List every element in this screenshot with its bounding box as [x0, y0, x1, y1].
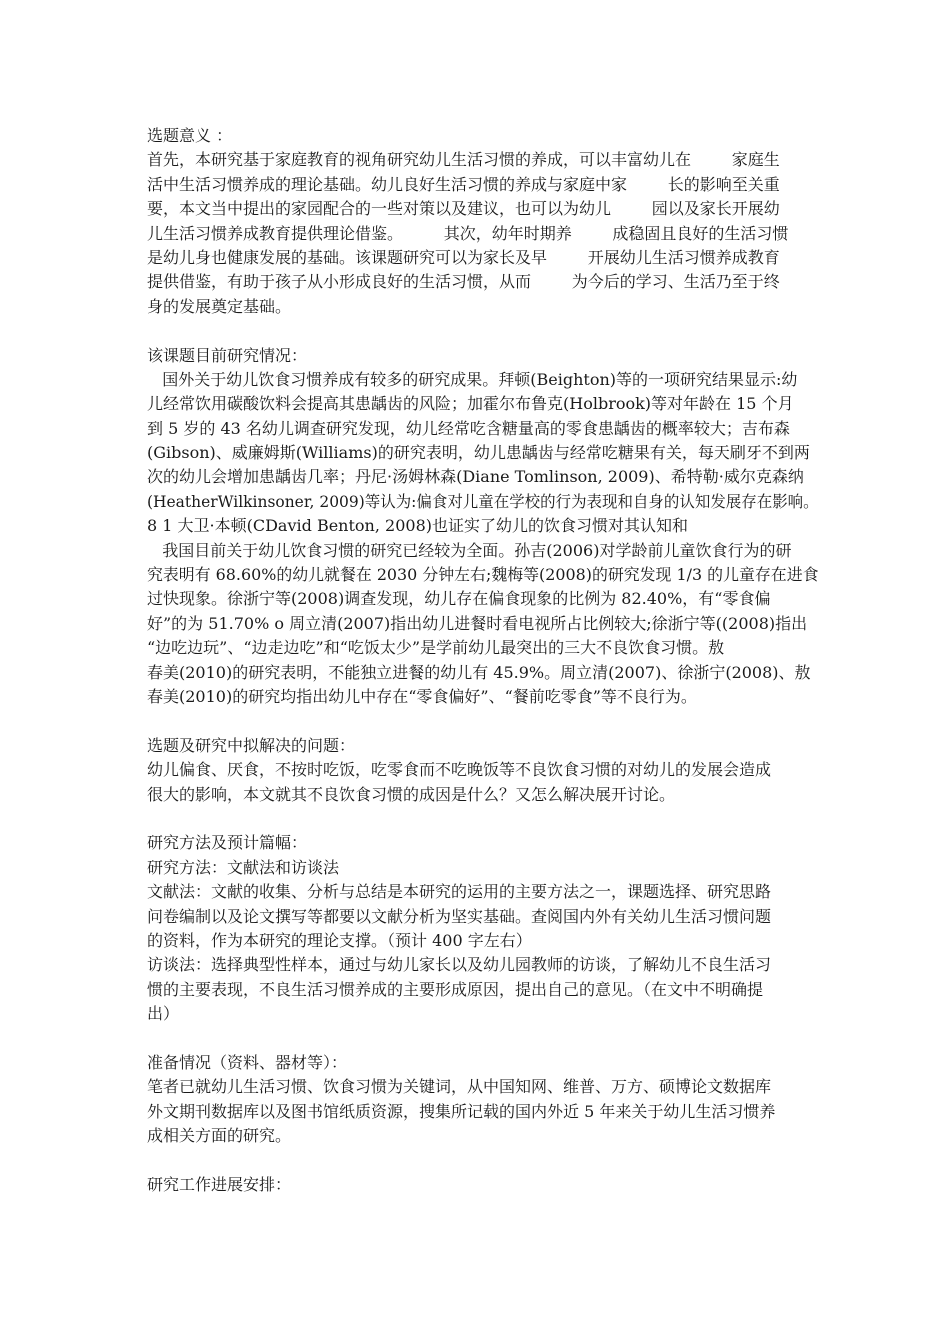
text-line: 我国目前关于幼儿饮食习惯的研究已经较为全面。孙吉(2006)对学龄前儿童饮食行为的研 — [147, 540, 792, 560]
paragraph-gap — [147, 319, 819, 343]
section-heading: 研究方法及预计篇幅： — [147, 833, 308, 853]
paragraph-gap — [147, 1148, 819, 1172]
text-line: 首先，本研究基于家庭教育的视角研究幼儿生活习惯的养成，可以丰富幼儿在 家庭生 — [147, 150, 780, 170]
text-line: (Gibson)、威廉姆斯(Williams)的研究表明，幼儿患龋齿与经常吃糖果有关，每天刷牙不到两 — [147, 443, 810, 463]
section-heading: 准备情况（资料、器材等）： — [147, 1052, 348, 1072]
text-line: 外文期刊数据库以及图书馆纸质资源，搜集所记载的国内外近 5 年来关于幼儿生活习惯养 — [147, 1101, 776, 1121]
section-schedule — [147, 1173, 819, 1197]
text-line: 要，本文当中提出的家园配合的一些对策以及建议，也可以为幼儿 园以及家长开展幼 — [147, 199, 780, 219]
text-line: 国外关于幼儿饮食习惯养成有较多的研究成果。拜顿(Beighton)等的一项研究结果显示:幼 — [147, 369, 798, 389]
text-line: 活中生活习惯养成的理论基础。幼儿良好生活习惯的养成与家庭中家 长的影响至关重 — [147, 174, 780, 194]
section-heading: 选题及研究中拟解决的问题： — [147, 735, 356, 755]
text-line: 好”的为 51.70% o 周立清(2007)指出幼儿进餐时看电视所占比例较大;徐浙宁等((2008)指出 — [147, 613, 808, 633]
text-line: 问卷编制以及论文撰写等都要以文献分析为坚实基础。查阅国内外有关幼儿生活习惯问题 — [147, 906, 772, 926]
text-line: 访谈法：选择典型性样本，通过与幼儿家长以及幼儿园教师的访谈，了解幼儿不良生活习 — [147, 955, 772, 975]
text-line: 研究方法：文献法和访谈法 — [147, 857, 340, 877]
text-line: 过快现象。徐浙宁等(2008)调查发现，幼儿存在偏食现象的比例为 82.40%，有“零食偏 — [147, 589, 771, 609]
text-line: 文献法：文献的收集、分析与总结是本研究的运用的主要方法之一，课题选择、研究思路 — [147, 882, 772, 902]
text-line: 春美(2010)的研究均指出幼儿中存在“零食偏好”、“餐前吃零食”等不良行为。 — [147, 686, 697, 706]
paragraph-gap — [147, 1026, 819, 1050]
section-methods — [147, 831, 819, 1026]
section-heading: 研究工作进展安排： — [147, 1174, 292, 1194]
paragraph-gap — [147, 807, 819, 831]
text-line: 次的幼儿会增加患龋齿几率；丹尼·汤姆林森(Diane Tomlinson, 2009)、希特勒·威尔克森纳 — [147, 467, 804, 487]
text-line: (HeatherWilkinsoner, 2009)等认为:偏食对儿童在学校的行为表现和自身的认知发展存在影响。 — [147, 491, 819, 511]
paragraph-gap — [147, 709, 819, 733]
text-line: 到 5 岁的 43 名幼儿调查研究发现，幼儿经常吃含糖量高的零食患龋齿的概率较大；吉布森 — [147, 418, 790, 438]
text-line: 笔者已就幼儿生活习惯、饮食习惯为关键词，从中国知网、维普、万方、硕博论文数据库 — [147, 1077, 772, 1097]
text-line: 儿经常饮用碳酸饮料会提高其患龋齿的风险；加霍尔布鲁克(Holbrook)等对年龄在 15 个月 — [147, 394, 794, 414]
text-line: 儿生活习惯养成教育提供理论借鉴。 其次，幼年时期养 成稳固且良好的生活习惯 — [147, 223, 789, 243]
section-preparation — [147, 1051, 819, 1149]
text-line: 究表明有 68.60%的幼儿就餐在 2030 分钟左右;魏梅等(2008)的研究发现 1/3 的儿童存在进食 — [147, 565, 819, 585]
text-line: 春美(2010)的研究表明，不能独立进餐的幼儿有 45.9%。周立清(2007)、徐浙宁(2008)、敖 — [147, 662, 811, 682]
section-significance — [147, 124, 819, 319]
section-research-status — [147, 344, 819, 710]
text-line: 成相关方面的研究。 — [147, 1126, 292, 1146]
document-body — [147, 124, 819, 1197]
section-heading: 选题意义 ： — [147, 126, 233, 145]
text-line: 提供借鉴，有助于孩子从小形成良好的生活习惯，从而 为今后的学习、生活乃至于终 — [147, 272, 780, 292]
text-line: “边吃边玩”、“边走边吃”和“吃饭太少”是学前幼儿最突出的三大不良饮食习惯。敖 — [147, 638, 725, 658]
text-line: 的资料，作为本研究的理论支撑。（预计 400 字左右） — [147, 930, 532, 950]
text-line: 8 1 大卫·本顿(CDavid Benton, 2008)也证实了幼儿的饮食习惯对其认知和 — [147, 516, 688, 536]
text-line: 出） — [147, 1004, 180, 1024]
text-line: 惯的主要表现，不良生活习惯养成的主要形成原因，提出自己的意见。（在文中不明确提 — [147, 979, 764, 999]
text-line: 幼儿偏食、厌食，不按时吃饭，吃零食而不吃晚饭等不良饮食习惯的对幼儿的发展会造成 — [147, 760, 772, 780]
text-line: 很大的影响，本文就其不良饮食习惯的成因是什么？又怎么解决展开讨论。 — [147, 784, 676, 804]
section-heading: 该课题目前研究情况： — [147, 345, 308, 365]
text-line: 是幼儿身也健康发展的基础。该课题研究可以为家长及早 开展幼儿生活习惯养成教育 — [147, 247, 780, 267]
section-problems — [147, 734, 819, 807]
text-line: 身的发展奠定基础。 — [147, 296, 292, 316]
